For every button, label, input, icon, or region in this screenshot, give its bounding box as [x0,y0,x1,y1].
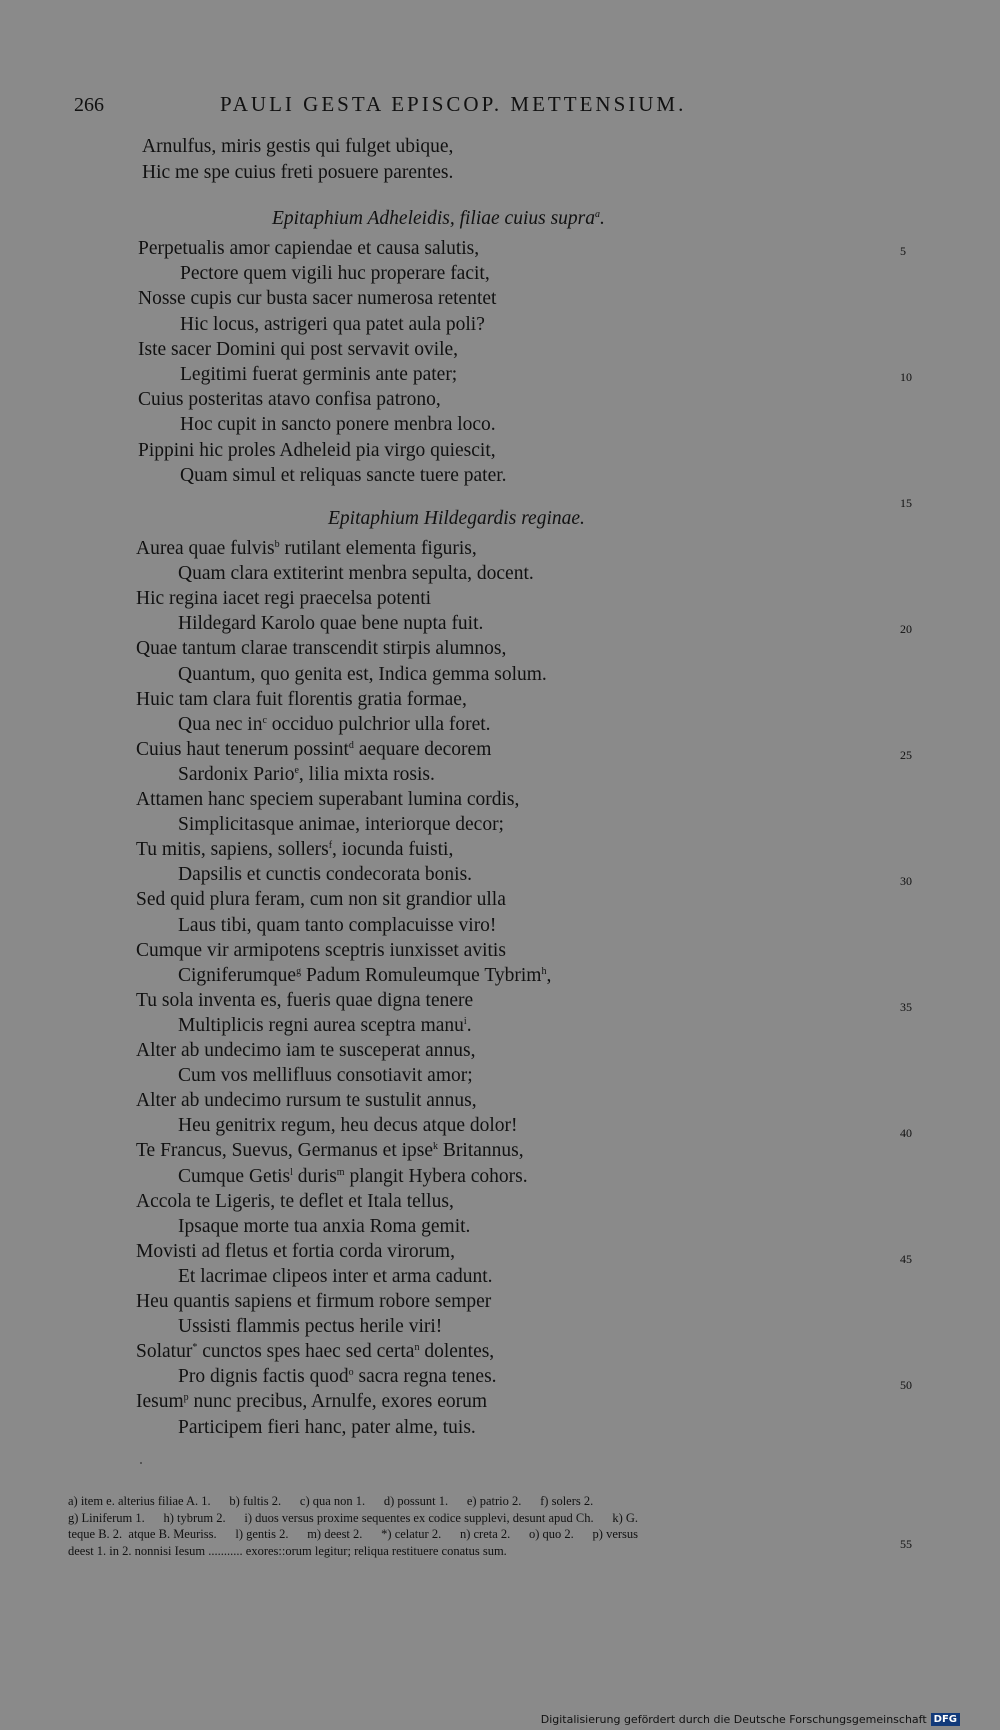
poem-text: , lilia mixta rosis. [298,763,435,785]
footnote-mark: o [348,1367,354,1379]
poem-text: sacra regna tenes. [353,1366,497,1388]
footnote-mark: p [183,1392,189,1404]
poem-line [178,714,491,736]
poem-text: Aurea quae fulvis [136,538,275,559]
poem-line [136,889,506,911]
poem-text: aequare decorem [353,738,492,760]
poem-line [178,1065,473,1087]
poem-text: Ipsaque morte tua anxia Roma gemit. [178,1215,471,1237]
poem-line [178,965,551,987]
poem-text: occiduo pulchrior ulla foret. [266,713,491,735]
poem-text: Ussisti flammis pectus herile viri! [178,1316,443,1338]
footnote-mark: a [595,209,600,220]
poem-text: Sardonix Pario [178,763,295,785]
poem-text: Accola te Ligeris, te deflet et Itala tellus, [136,1190,454,1212]
line-number: 15 [900,496,912,510]
poem-line [178,613,483,635]
poem-text: Tu sola inventa es, fueris quae digna tenere [136,989,474,1011]
poem-text: Heu quantis sapiens et firmum robore semper [136,1291,492,1312]
poem-line: Cuius posteritas atavo confisa patrono, [138,389,441,411]
running-title: PAULI GESTA EPISCOP. METTENSIUM. [220,92,687,116]
poem-line [136,538,477,560]
poem-line [178,814,504,836]
poem-text: Quantum, quo genita est, Indica gemma solum. [178,663,547,685]
footnote-line: deest 1. in 2. nonnisi Iesum ........... exores::orum legitur; reliqua restituere conatus sum. [68,1543,507,1558]
line-number: 10 [900,370,912,384]
poem-text: Britannus, [438,1140,524,1162]
poem-text: Laus tibi, quam tanto complacuisse viro! [178,914,497,936]
poem-text: Te Francus, Suevus, Germanus et ipse [136,1140,434,1162]
poem-text: Dapsilis et cunctis condecorata bonis. [178,864,473,886]
poem-line [136,739,491,761]
poem-line [136,1391,487,1413]
line-number: 35 [900,1000,912,1014]
poem-text: Participem fieri hanc, pater alme, tuis. [178,1416,476,1438]
poem-line: Quam simul et reliquas sancte tuere pater. [180,464,507,486]
footnote-mark: f [328,840,333,852]
footnote-mark: h [541,965,547,977]
poem-text: rutilant elementa figuris, [279,538,477,559]
poem-line [178,915,496,937]
poem-line [178,1115,518,1137]
footnote-mark: l [290,1166,293,1178]
poem-line [136,990,473,1012]
poem-line [136,588,431,610]
poem-line [136,1040,476,1062]
poem-line: Hic me spe cuius freti posuere parentes. [142,162,454,183]
poem-text: Cumque Getis [178,1165,291,1187]
poem-text: Huic tam clara fuit florentis gratia formae, [136,688,467,710]
dfg-logo: DFG [931,1713,960,1726]
poem-text: Tu mitis, sapiens, sollers [136,839,329,861]
poem-line [136,638,506,660]
poem-text: , [546,964,552,986]
footnote-mark: c [262,714,267,726]
poem-text: . [466,1014,472,1036]
section-heading-text: Epitaphium Hildegardis reginae. [328,508,585,529]
poem-line [178,1166,528,1188]
line-number: 50 [900,1378,912,1392]
poem-text: Cuius haut tenerum possint [136,738,349,760]
line-number: 25 [900,748,912,762]
poem-text: Alter ab undecimo rursum te sustulit annus, [136,1090,477,1112]
line-number: 30 [900,874,912,888]
poem-line: Hoc cupit in sancto ponere menbra loco. [180,414,496,436]
poem-text: Et lacrimae clipeos inter et arma cadunt. [178,1265,493,1287]
poem-text: Alter ab undecimo iam te susceperat annus, [136,1040,476,1061]
poem-text: duris [292,1165,337,1187]
poem-text: Multiplicis regni aurea sceptra manu [178,1014,464,1036]
poem-text: plangit Hybera cohors. [344,1165,528,1187]
footnote-line: teque B. 2. atque B. Meuriss. l) gentis 2. m) deest 2. *) celatur 2. n) creta 2. o) quo 2. p) versus [68,1527,639,1541]
poem-text: Heu genitrix regum, heu decus atque dolor! [178,1115,518,1137]
poem-line: Nosse cupis cur busta sacer numerosa retentet [138,288,497,310]
poem-text: Cum vos mellifluus consotiavit amor; [178,1065,473,1087]
section-heading [328,508,585,530]
poem-text: Hildegard Karolo quae bene nupta fuit. [178,613,484,635]
poem-line: Perpetualis amor capiendae et causa salutis, [138,238,480,259]
poem-text: Qua nec in [178,713,263,735]
footnote-mark: b [274,539,280,550]
poem-text: Sed quid plura feram, cum non sit grandior ulla [136,889,506,911]
poem-line [136,1090,477,1112]
poem-line: Arnulfus, miris gestis qui fulget ubique, [142,136,454,157]
poem-line [136,1341,494,1363]
footnote-mark: g [296,965,302,977]
poem-text: Cigniferumque [178,964,297,986]
poem-line: Hic locus, astrigeri qua patet aula poli? [180,313,485,335]
section-heading-text: Epitaphium Adheleidis, filiae cuius supra [272,208,595,229]
footnote-line: a) item e. alterius filiae A. 1. b) fultis 2. c) qua non 1. d) possunt 1. e) patrio 2. f) solers 2. [68,1494,594,1508]
poem-line [178,764,435,786]
poem-text: cunctos spes haec sed certa [197,1341,415,1363]
footnote-rule [140,1462,142,1464]
poem-line [178,563,534,585]
poem-text: Solatur [136,1341,193,1363]
poem-line [178,1266,493,1288]
poem-text: Padum Romuleumque Tybrim [301,964,542,986]
digitization-credit [541,1713,960,1726]
credit-text: Digitalisierung gefördert durch die Deutsche Forschungsgemeinschaft [540,1713,927,1726]
poem-line: Pippini hic proles Adheleid pia virgo quiescit, [138,439,496,461]
footnote-mark: i [463,1015,467,1027]
poem-text: Iesum [136,1391,184,1413]
poem-line [136,940,506,962]
poem-text: nunc precibus, Arnulfe, exores eorum [188,1391,488,1413]
poem-line [136,1291,491,1313]
poem-text: Pro dignis factis quod [178,1366,349,1388]
poem-line [178,1316,442,1338]
poem-text: Attamen hanc speciem superabant lumina cordis, [136,789,520,810]
poem-text: Simplicitasque animae, interiorque decor; [178,814,504,836]
poem-line [178,1417,476,1439]
poem-line [136,1140,524,1162]
footnote-mark: k [433,1141,439,1153]
footnote-mark: d [348,739,354,751]
poem-line: Legitimi fuerat germinis ante pater; [180,364,458,385]
footnote-mark: e [294,764,299,776]
line-number: 5 [900,244,906,258]
poem-line [136,789,519,811]
footnote-mark: n [414,1342,420,1354]
poem-text: dolentes, [419,1341,495,1363]
line-number: 45 [900,1252,912,1266]
footnote-mark: * [192,1342,198,1354]
poem-line [178,1015,472,1037]
footnote-line: g) Liniferum 1. h) tybrum 2. i) duos versus proxime sequentes ex codice supplevi, desunt apud Ch. k) G. [68,1510,639,1525]
poem-text: Hic regina iacet regi praecelsa potenti [136,588,432,610]
poem-line [136,1241,455,1263]
poem-text: Quae tantum clarae transcendit stirpis alumnos, [136,638,507,660]
poem-line [136,689,467,711]
poem-line [136,839,453,861]
line-number: 40 [900,1126,912,1140]
poem-line: Pectore quem vigili huc properare facit, [180,263,490,285]
poem-text: Cumque vir armipotens sceptris iunxisset avitis [136,939,506,961]
poem-line: Iste sacer Domini qui post servavit ovile, [138,338,459,360]
poem-line [178,864,472,886]
poem-line [178,1216,470,1238]
line-number: 20 [900,622,912,636]
line-number: 55 [900,1537,912,1551]
poem-text: Movisti ad fletus et fortia corda virorum, [136,1240,455,1262]
poem-text: Quam clara extiterint menbra sepulta, docent. [178,563,534,585]
footnote-mark: m [336,1166,345,1178]
poem-line [136,1191,454,1213]
page-number: 266 [74,94,104,116]
poem-line [178,1366,497,1388]
section-heading: Epitaphium Adheleidis, filiae cuius supra$^a$. [272,208,605,229]
poem-text: , iocunda fuisti, [332,839,454,861]
poem-line [178,664,547,686]
